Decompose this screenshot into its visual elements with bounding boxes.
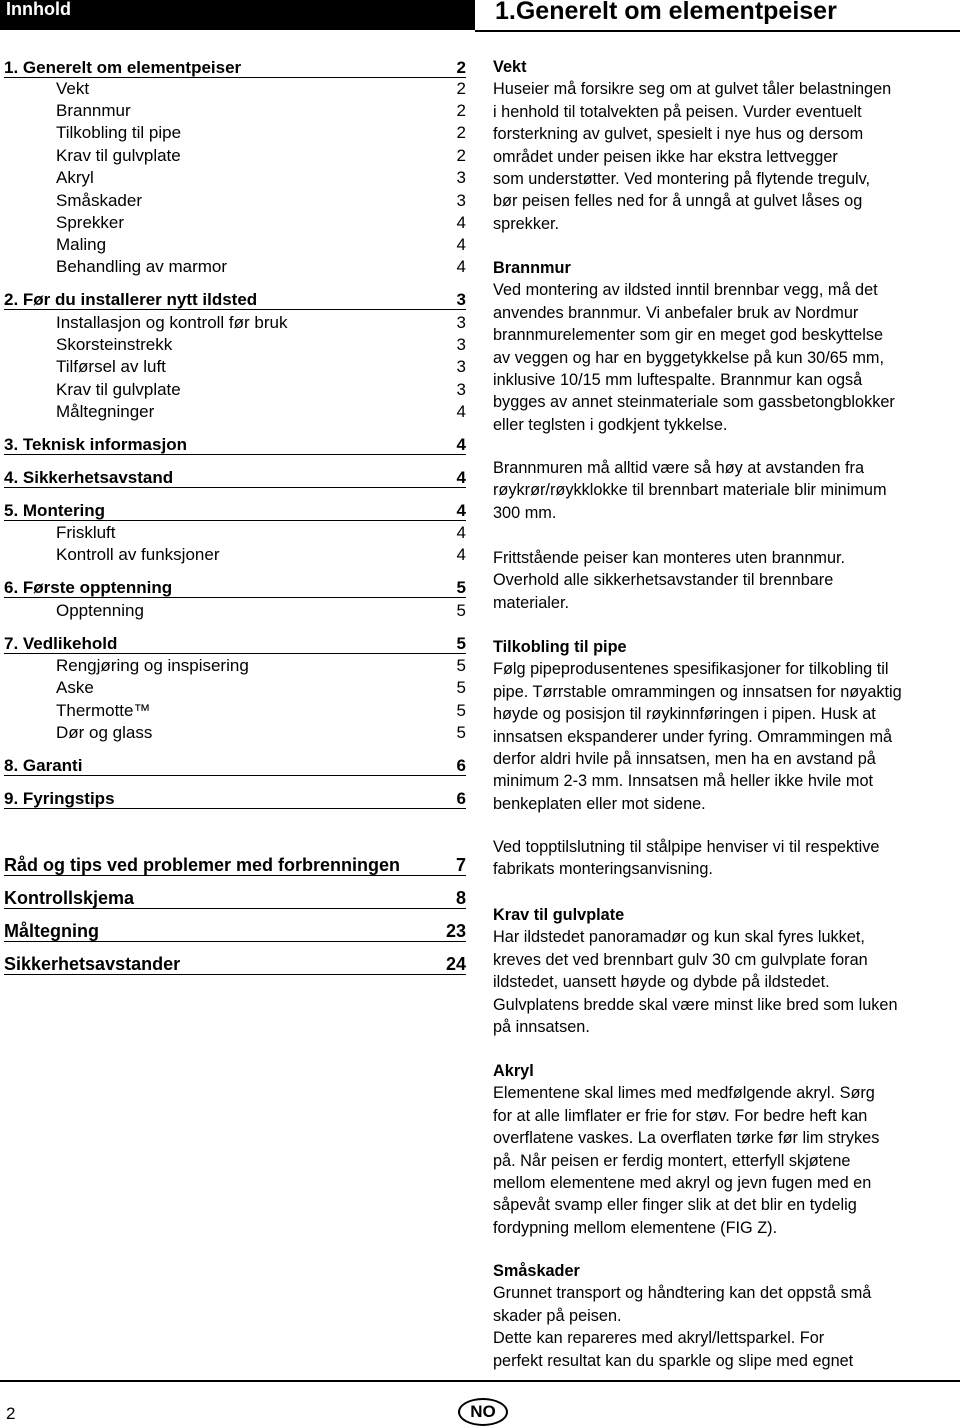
toc-entry-page: 3 (456, 357, 466, 376)
body-line: anvendes brannmur. Vi anbefaler bruk av Nordmur (493, 303, 859, 322)
body-line: Følg pipeprodusentenes spesifikasjoner for tilkobling til (493, 660, 889, 679)
toc-entry (4, 953, 466, 975)
body-line: kreves det ved brennbart gulv 30 cm gulvplate foran (493, 950, 868, 969)
toc-entry-page: 5 (456, 701, 466, 720)
toc-entry (4, 57, 466, 78)
toc-entry-page: 2 (456, 123, 466, 142)
toc-entry (4, 100, 466, 122)
body-line: materialer. (493, 593, 570, 612)
toc-entry-title: Måltegninger (56, 402, 155, 421)
body-line: Grunnet transport og håndtering kan det oppstå små (493, 1284, 872, 1303)
toc-entry-page: 4 (456, 235, 466, 254)
content-section (493, 547, 958, 614)
body-line: brannmurelementer som gir en meget god beskyttelse (493, 326, 884, 345)
toc-entry (4, 356, 466, 378)
toc-entry-page: 7 (455, 855, 466, 875)
toc-entry-page: 4 (456, 523, 466, 542)
toc-entry-page: 3 (456, 168, 466, 187)
toc-entry-title: 4. Sikkerhetsavstand (4, 468, 174, 487)
toc-entry (4, 633, 466, 654)
language-badge: NO (458, 1398, 508, 1426)
toc-entry-title: Akryl (56, 168, 94, 187)
toc-entry-title: Opptenning (56, 601, 144, 620)
content-section (493, 1260, 958, 1372)
toc-entry (4, 145, 466, 167)
toc-entry-page: 2 (456, 79, 466, 98)
toc-entry-title: Aske (56, 678, 94, 697)
toc-entry-page: 23 (445, 921, 466, 941)
toc-title: Innhold (6, 0, 71, 19)
body-line: ildstedet, uansett høyde og dybde på ildstedet. (493, 973, 830, 992)
body-line: Huseier må forsikre seg om at gulvet tåler belastningen (493, 80, 892, 99)
body-line: inklusive 10/15 mm luftespalte. Brannmur kan også (493, 370, 863, 389)
body-line: skader på peisen. (493, 1306, 622, 1325)
toc-entry (4, 401, 466, 423)
toc-entry-title: Dør og glass (56, 723, 153, 742)
toc-entry (4, 500, 466, 521)
body-line: i henhold til totalvekten på peisen. Vurder eventuelt (493, 102, 862, 121)
toc-entry-page: 24 (445, 954, 466, 974)
toc-entry-title: Behandling av marmor (56, 257, 228, 276)
toc-entry-title: Thermotte™ (56, 701, 151, 720)
toc-entry (4, 887, 466, 909)
content-section (493, 904, 958, 1038)
body-line: mellom elementene med akryl og jevn fugen med en (493, 1173, 872, 1192)
toc-entry-page: 4 (456, 257, 466, 276)
toc-entry-title: Sprekker (56, 213, 125, 232)
toc-entry-page: 5 (456, 578, 466, 597)
toc-entry-title: Skorsteinstrekk (56, 335, 173, 354)
section-title: 1.Generelt om elementpeiser (495, 0, 837, 25)
toc-entry (4, 190, 466, 212)
toc-entry-page: 8 (455, 888, 466, 908)
toc-entry-page: 3 (456, 191, 466, 210)
body-line: av veggen og har en byggetykkelse på kun 30/65 mm, (493, 348, 884, 367)
toc-entry (4, 677, 466, 699)
toc-entry-page: 2 (456, 146, 466, 165)
section-heading: Vekt (493, 58, 527, 76)
toc-entry-page: 5 (456, 634, 466, 653)
toc-entry-title: Brannmur (56, 101, 131, 120)
toc-entry (4, 600, 466, 622)
body-line: Elementene skal limes med medfølgende akryl. Sørg (493, 1084, 875, 1103)
toc-entry (4, 256, 466, 278)
body-line: Gulvplatens bredde skal være minst like bred som luken (493, 995, 898, 1014)
body-line: benkeplaten eller mot sidene. (493, 794, 706, 813)
toc-entry-page: 4 (456, 468, 466, 487)
toc-entry-page: 4 (456, 545, 466, 564)
toc-entry-title: Vekt (56, 79, 90, 98)
header-rule (475, 30, 960, 32)
toc-entry (4, 700, 466, 722)
body-line: fabrikats monteringsanvisning. (493, 860, 713, 879)
body-line: bygges av annet steinmateriale som gassbetongblokker (493, 393, 895, 412)
toc-entry (4, 234, 466, 256)
toc-entry-title: Friskluft (56, 523, 116, 542)
body-line: røykrør/røykklokke til brennbart materiale blir minimum (493, 481, 887, 500)
body-line: forsterkning av gulvet, spesielt i nye hus og dersom (493, 125, 864, 144)
toc-entry (4, 167, 466, 189)
toc-entry-title: Råd og tips ved problemer med forbrenningen (4, 855, 401, 875)
body-line: Overhold alle sikkerhetsavstander til brennbare (493, 571, 834, 590)
toc-entry-title: Kontrollskjema (4, 888, 135, 908)
toc-entry-title: 6. Første opptenning (4, 578, 173, 597)
toc-entry (4, 434, 466, 455)
toc-entry (4, 522, 466, 544)
body-line: eller teglsten i godkjent tykkelse. (493, 415, 728, 434)
toc-entry-page: 2 (456, 101, 466, 120)
content-section (493, 836, 958, 881)
toc-entry-title: Tilførsel av luft (56, 357, 166, 376)
toc-entry-page: 6 (456, 756, 466, 775)
body-line: sprekker. (493, 214, 560, 233)
section-heading: Krav til gulvplate (493, 906, 625, 924)
body-line: høyde og posisjon til røykinnføringen i pipen. Husk at (493, 705, 876, 724)
toc-entry-title: 3. Teknisk informasjon (4, 435, 187, 454)
body-line: 300 mm. (493, 503, 557, 522)
content-section (493, 457, 958, 524)
toc-entry-title: Installasjon og kontroll før bruk (56, 313, 288, 332)
body-line: på. Når peisen er ferdig montert, etterfyll skjøtene (493, 1151, 851, 1170)
toc-entry-title: Rengjøring og inspisering (56, 656, 249, 675)
body-line: såpevåt svamp eller finger slik at det blir en tydelig (493, 1196, 857, 1215)
toc-entry-page: 5 (456, 601, 466, 620)
section-heading: Akryl (493, 1062, 534, 1080)
toc-entry (4, 920, 466, 942)
body-line: Frittstående peiser kan monteres uten brannmur. (493, 549, 846, 567)
toc-entry-page: 6 (456, 789, 466, 808)
footer-rule (0, 1380, 960, 1382)
body-line: Ved topptilslutning til stålpipe henviser vi til respektive (493, 838, 880, 856)
toc-entry (4, 722, 466, 744)
body-line: som understøtter. Ved montering på flytende tregulv, (493, 169, 871, 188)
toc-entry-page: 4 (456, 402, 466, 421)
toc-entry-page: 3 (456, 335, 466, 354)
toc-entry-title: 9. Fyringstips (4, 789, 115, 808)
toc-entry-title: 1. Generelt om elementpeiser (4, 58, 242, 77)
section-heading: Brannmur (493, 259, 571, 277)
toc-entry-title: 2. Før du installerer nytt ildsted (4, 290, 258, 309)
toc-entry-page: 3 (456, 313, 466, 332)
content-section (493, 56, 958, 235)
toc-entry-page: 4 (456, 213, 466, 232)
toc-entry (4, 379, 466, 401)
toc-entry-page: 5 (456, 656, 466, 675)
body-line: området under peisen ikke har ekstra lettvegger (493, 147, 838, 166)
toc-entry-page: 5 (456, 678, 466, 697)
body-line: perfekt resultat kan du sparkle og slipe med egnet (493, 1351, 854, 1370)
toc-entry-title: Kontroll av funksjoner (56, 545, 220, 564)
body-line: Brannmuren må alltid være så høy at avstanden fra (493, 459, 865, 477)
section-heading: Tilkobling til pipe (493, 638, 627, 656)
body-line: pipe. Tørrstable omrammingen og innsatsen for nøyaktig (493, 682, 902, 701)
body-line: Ved montering av ildsted inntil brennbar vegg, må det (493, 281, 878, 300)
toc-entry (4, 312, 466, 334)
toc-entry-title: 8. Garanti (4, 756, 83, 775)
toc-entry-title: Sikkerhetsavstander (4, 954, 181, 974)
toc-entry (4, 544, 466, 566)
toc-entry-title: 5. Montering (4, 501, 106, 520)
toc-title-bar (0, 0, 475, 30)
toc-entry (4, 78, 466, 100)
toc-entry (4, 122, 466, 144)
toc-entry-page: 5 (456, 723, 466, 742)
content-section (493, 1060, 958, 1239)
toc-entry (4, 467, 466, 488)
section-heading: Småskader (493, 1262, 580, 1280)
toc-entry (4, 334, 466, 356)
body-line: fordypning mellom elementene (FIG Z). (493, 1218, 778, 1237)
body-line: Dette kan repareres med akryl/lettsparkel. For (493, 1329, 825, 1348)
toc-entry (4, 289, 466, 310)
toc-entry-title: Krav til gulvplate (56, 146, 181, 165)
body-line: for at alle limflater er frie for støv. For bedre heft kan (493, 1106, 868, 1125)
content-section (493, 257, 958, 436)
body-line: derfor aldri hvile på innsatsen, men ha en avstand på (493, 749, 876, 768)
toc-entry-title: Småskader (56, 191, 142, 210)
toc-entry-title: 7. Vedlikehold (4, 634, 118, 653)
toc-entry-title: Måltegning (4, 921, 99, 941)
toc-entry-title: Krav til gulvplate (56, 380, 181, 399)
body-line: minimum 2-3 mm. Innsatsen må heller ikke hvile mot (493, 772, 874, 791)
content-section (493, 636, 958, 815)
body-line: på innsatsen. (493, 1017, 590, 1036)
toc-entry-page: 4 (456, 501, 466, 520)
toc-entry-title: Tilkobling til pipe (56, 123, 182, 142)
body-line: overflatene vaskes. La overflaten tørke før lim strykes (493, 1129, 880, 1148)
body-line: Har ildstedet panoramadør og kun skal fyres lukket, (493, 928, 865, 947)
toc-entry (4, 755, 466, 776)
page-number: 2 (6, 1404, 16, 1423)
body-line: innsatsen ekspanderer under fyring. Omrammingen må (493, 727, 893, 746)
toc-entry-page: 2 (456, 58, 466, 77)
toc-entry-page: 3 (456, 380, 466, 399)
toc-entry-page: 4 (456, 435, 466, 454)
body-line: bør peisen felles ned for å unngå at gulvet låses og (493, 192, 863, 211)
toc-entry-page: 3 (456, 290, 466, 309)
toc-entry (4, 788, 466, 809)
toc-entry (4, 212, 466, 234)
toc-entry (4, 655, 466, 677)
toc-entry (4, 854, 466, 876)
toc-entry (4, 577, 466, 598)
toc-entry-title: Maling (56, 235, 107, 254)
